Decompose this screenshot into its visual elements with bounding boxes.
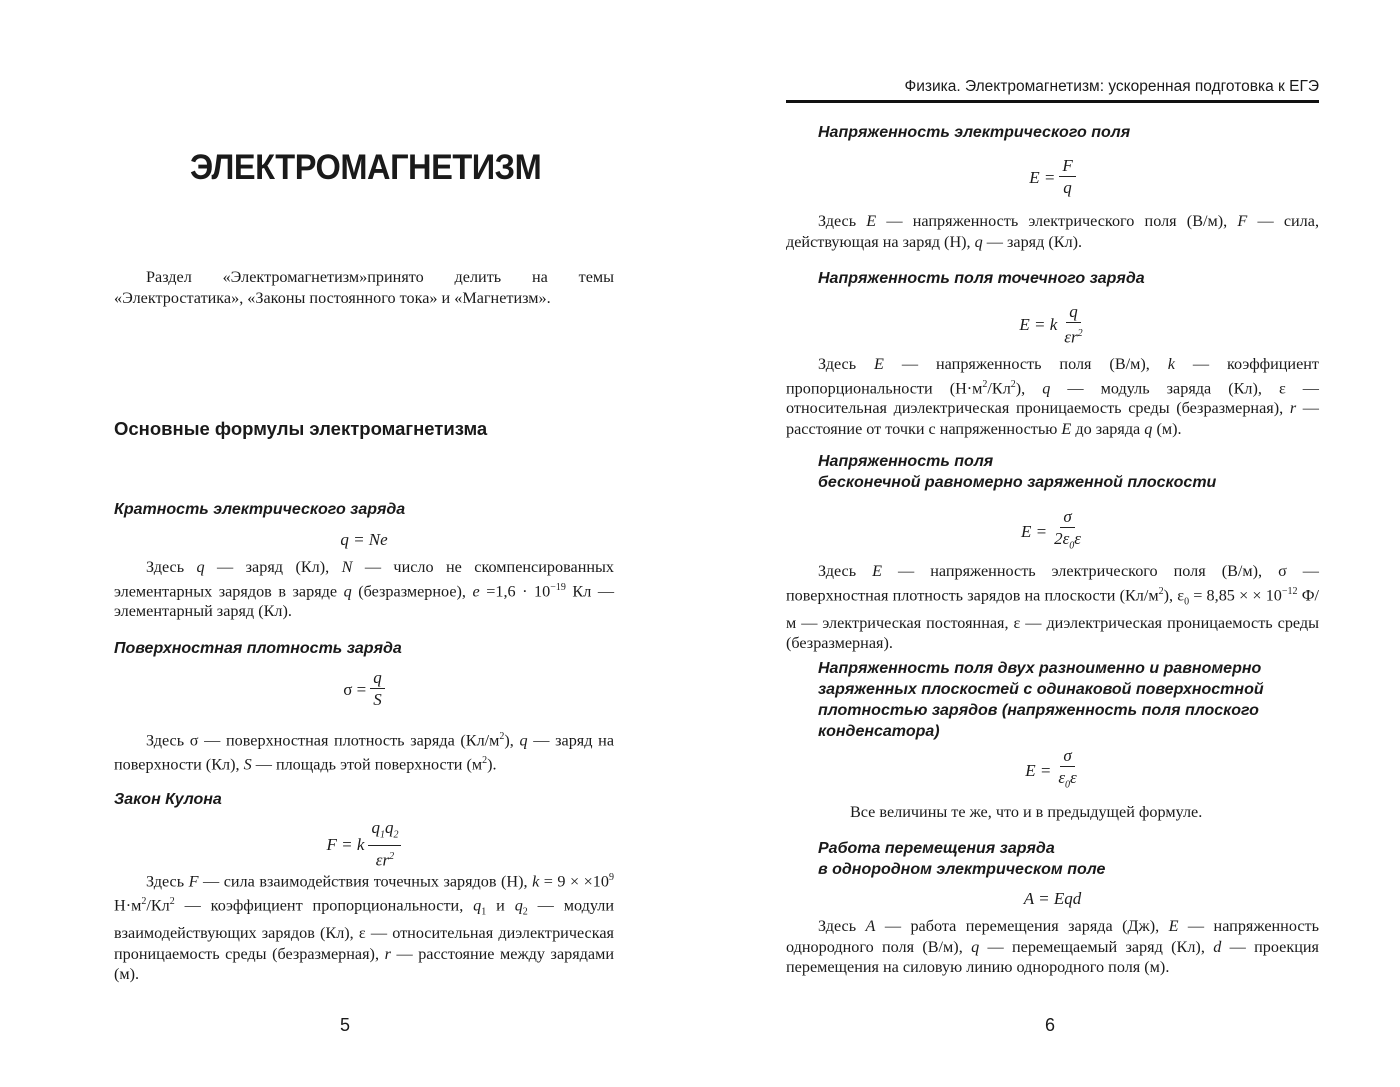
formula-sigma: σ = $\frac{q}{S}$ [114,668,614,711]
explanation-surface-density: Здесь σ — поверхностная плотность заряда $(Кл/м^2)$, q — заряд на поверхности (Кл), S — площадь этой поверхности $(м^2)$. [114,731,615,774]
explanation-infinite-plane: Здесь E — напряженность электрического поля (В/м), σ — поверхностная плотность зарядов на плоскости $(Кл/м^2)$, $\varepsilon_0 = 8,85$ × × $10^{-12}$ Ф/м — электрическая постоянная, ε — диэлектрическая проницаемость среды (безразмерная). [786,562,1319,653]
heading-work-uniform-field: Работа перемещения заряда в однородном электрическом поле [818,840,1106,878]
formula-work: A = Eqd [1023,889,1082,908]
heading-surface-density: Поверхностная плотность заряда [114,640,402,657]
formula-point-charge: E = k $\frac{q}{\varepsilon r^2}$ [1019,302,1083,347]
chapter-title: ЭЛЕКТРОМАГНЕТИЗМ [190,148,542,187]
heading-coulomb-law: Закон Кулона [114,791,222,808]
intro-paragraph: Раздел «Электромагнетизм»принято делить на темы «Электростатика», «Законы постоянного тока» и «Магнетизм». [114,268,614,307]
formula-capacitor: E = $\frac{\sigma}{\varepsilon_0\varepsilon}$ [1025,746,1077,791]
section-heading: Основные формулы электромагнетизма [114,418,488,439]
heading-infinite-plane: Напряженность поля бесконечной равномерно заряженной плоскости [818,453,1217,491]
explanation-charge-multiplicity: Здесь q — заряд (Кл), N — число не скомпенсированных элементарных зарядов в заряде q (безразмерное), $e =1,6 \cdot 10^{-19}$ Кл — элементарный заряд (Кл). [114,558,615,621]
heading-point-charge-field: Напряженность поля точечного заряда [818,270,1145,287]
explanation-capacitor-field: Все величины те же, что и в предыдущей формуле. [850,803,1203,821]
formula-e-f-q: E = $\frac{F}{q}$ [786,156,1319,199]
formula-q-ne: q = Ne [340,530,388,549]
heading-field-strength: Напряженность электрического поля [818,124,1131,141]
running-header: Физика. Электромагнетизм: ускоренная подготовка к ЕГЭ [904,78,1319,95]
header-rule [786,100,1319,103]
heading-charge-multiplicity: Кратность электрического заряда [114,501,406,518]
page-number-right: 6 [1045,1015,1056,1035]
explanation-point-charge-field: Здесь E — напряженность поля (В/м), k — коэффициент пропорциональности $(Н\cdot м^2/Кл^2)$, q — модуль заряда (Кл), ε — относительная диэлектрическая проницаемость среды (безразмерная), r — расстояние от точки с напряженностью E до заряда q (м). [786,355,1319,438]
formula-infinite-plane: E = $\frac{\sigma}{2\varepsilon_0\varepsilon}$ [1020,507,1081,552]
formula-coulomb: F = k $\frac{q_1q_2}{\varepsilon r^2}$ [114,818,614,872]
explanation-work-uniform-field: Здесь A — работа перемещения заряда (Дж), E — напряженность однородного поля (В/м), q — перемещаемый заряд (Кл), d — проекция перемещения на силовую линию однородного поля (м). [786,917,1319,976]
page-number-left: 5 [340,1015,351,1035]
explanation-coulomb-law: Здесь F — сила взаимодействия точечных зарядов (Н), $k = 9 \times \times 10^9$ $Н\cdot м^2/Кл^2$ — коэффициент пропорциональности, $q_1$ и $q_2$ — модули взаимодействующих зарядов (Кл), ε — относительная диэлектрическая проницаемость среды (безразмерная), r — расстояние между зарядами (м). [114,872,614,984]
explanation-field-strength: Здесь E — напряженность электрического поля (В/м), F — сила, действующая на заряд (Н), q — заряд (Кл). [786,212,1319,251]
heading-capacitor-field: Напряженность поля двух разноименно и равномерно заряженных плоскостей с одинаковой поверхностной плотностью зарядов (напряженность поля плоского конденсатора) [818,660,1264,740]
right-page [700,0,1400,1087]
